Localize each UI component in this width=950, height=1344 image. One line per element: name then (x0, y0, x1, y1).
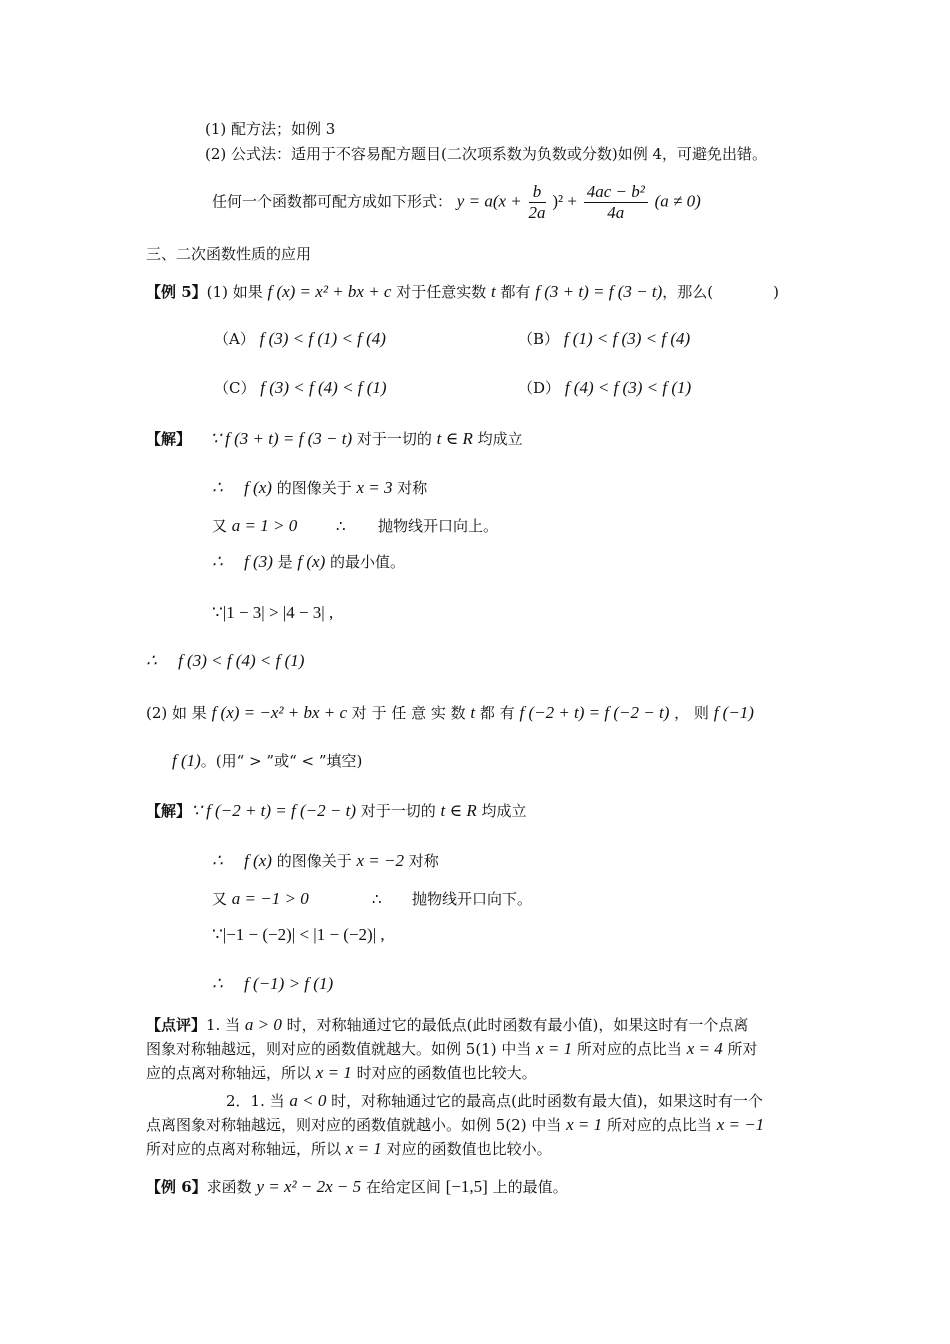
fraction-denominator: 4a (607, 203, 625, 222)
stem-math: t (491, 282, 496, 301)
stem-math: f (−2 + t) = f (−2 − t) (519, 703, 670, 722)
solution-math: ∵ f (3 + t) = f (3 − t) (210, 429, 353, 448)
fraction-denominator: 2a (528, 203, 546, 222)
stem-text: ，那么( ) (662, 283, 779, 301)
stem-text: (1) 如果 (206, 283, 268, 301)
note-text: 点离图象对称轴越远，则对应的函数值就越小。如例 5(2) 中当 (146, 1116, 567, 1134)
option-math: f (3) < f (1) < f (4) (259, 329, 386, 348)
option-b (518, 328, 690, 350)
solution-text: 是 (272, 553, 298, 571)
note-text: 图象对称轴越远，则对应的函数值就越大。如例 5(1) 中当 (146, 1040, 537, 1058)
option-label: （C） (214, 379, 256, 397)
note-text: 时对应的函数值也比较大。 (351, 1064, 537, 1082)
solution-1-line-3 (212, 515, 297, 537)
stem-math: [−1,5] (445, 1177, 488, 1196)
note-text: 1. 当 (206, 1016, 245, 1034)
option-label: （A） (214, 330, 255, 348)
fraction-b-over-2a (529, 182, 546, 223)
note-math: a < 0 (289, 1091, 327, 1110)
note-math: x = 1 (345, 1139, 382, 1158)
note-text: 所对应的点比当 (602, 1116, 717, 1134)
note-math: x = 1 (315, 1063, 352, 1082)
solution-text: 对于一切的 (352, 430, 437, 448)
solution-text: 对称 (403, 852, 439, 870)
example-5-part-2-line-1 (146, 702, 754, 724)
stem-math: f (−1) (713, 703, 754, 722)
solution-math: x = −2 (356, 851, 404, 870)
solution-text: 对称 (392, 479, 428, 497)
stem-math: t (470, 703, 476, 722)
example-tag: 【例 5】 (146, 283, 207, 301)
solution-2-line-3 (212, 888, 309, 910)
option-math: f (3) < f (4) < f (1) (260, 378, 387, 397)
fraction-numerator: b (529, 182, 546, 203)
option-math: f (1) < f (3) < f (4) (563, 329, 691, 348)
solution-math: a = −1 > 0 (231, 889, 309, 908)
stem-text: 求函数 (206, 1178, 257, 1196)
vertex-form-line (212, 182, 701, 223)
note-line-5 (146, 1114, 764, 1136)
note-math: x = −1 (716, 1115, 765, 1134)
solution-2-conclusion: ∴ f (−1) > f (1) (212, 974, 334, 993)
solution-text: 对于一切的 (355, 802, 441, 820)
solution-tag: 【解】 (146, 802, 192, 820)
note-math: x = 4 (686, 1039, 723, 1058)
therefore-symbol: ∴ (336, 517, 346, 535)
note-tag: 【点评】 (146, 1016, 207, 1034)
note-text: 时，对称轴通过它的最高点(此时函数有最大值)，如果这时有一个 (326, 1092, 763, 1110)
stem-text: 对于任意实数 (391, 283, 492, 301)
note-text: 时，对称轴通过它的最低点(此时函数有最小值)，如果这时有一个点离 (281, 1016, 749, 1034)
solution-1-line-2 (212, 477, 427, 499)
stem-math: f (x) = −x² + bx + c (211, 703, 348, 722)
solution-1-line-1 (146, 428, 523, 450)
note-line-3 (146, 1062, 537, 1084)
stem-text: 都 有 (475, 704, 520, 722)
vertex-form-intro: 任何一个函数都可配方成如下形式： (212, 192, 453, 211)
solution-math: x = 3 (356, 478, 393, 497)
section-heading: 三、二次函数性质的应用 (146, 245, 312, 263)
solution-math: ∴ f (x) (212, 478, 272, 497)
solution-1-line-5: ∵|1 − 3| > |4 − 3| , (212, 603, 334, 622)
example-tag: 【例 6】 (146, 1178, 207, 1196)
option-label: （B） (518, 330, 560, 348)
note-text: 2．1. 当 (226, 1092, 290, 1110)
note-line-6 (146, 1138, 552, 1160)
option-d (518, 377, 691, 399)
note-math: x = 1 (566, 1115, 603, 1134)
solution-text: 的最小值。 (325, 553, 406, 571)
vertex-formula-part-b: )² + (552, 191, 577, 211)
stem-math: f (1) (172, 751, 201, 770)
stem-text: 上的最值。 (487, 1178, 568, 1196)
solution-1-conclusion: ∴ f (3) < f (4) < f (1) (146, 651, 305, 670)
option-math: f (4) < f (3) < f (1) (564, 378, 692, 397)
solution-1-line-4 (212, 551, 405, 573)
solution-math: t ∈ R (440, 801, 477, 820)
note-text: 对应的函数值也比较小。 (381, 1140, 552, 1158)
stem-text: (2) 如 果 (146, 704, 212, 722)
solution-math: f (x) (297, 552, 326, 571)
solution-math: ∴ f (3) (212, 552, 273, 571)
example-5-stem (146, 281, 779, 303)
solution-2-line-1 (146, 800, 527, 822)
note-math: x = 1 (536, 1039, 573, 1058)
solution-text: 又 (212, 517, 232, 535)
solution-math: t ∈ R (436, 429, 473, 448)
therefore-symbol: ∴ (372, 890, 382, 908)
note-line-2 (146, 1038, 758, 1060)
solution-text: 均成立 (476, 802, 527, 820)
stem-text: ， 则 (669, 704, 714, 722)
option-c (214, 377, 387, 399)
vertex-formula-part-a: y = a(x + (456, 191, 522, 211)
method-2-line: (2) 公式法：适用于不容易配方题目(二次项系数为负数或分数)如例 4，可避免出错。 (205, 145, 768, 163)
note-line-1 (146, 1014, 748, 1036)
solution-text: 均成立 (472, 430, 523, 448)
solution-math: ∴ f (x) (212, 851, 272, 870)
stem-text: 。(用“ > ”或“ < ”填空) (200, 752, 363, 770)
example-5-part-2-line-2 (172, 750, 362, 772)
solution-text: 的图像关于 (271, 852, 357, 870)
solution-text: 抛物线开口向下。 (412, 890, 533, 908)
solution-math: a = 1 > 0 (231, 516, 298, 535)
solution-tag: 【解】 (146, 430, 192, 448)
stem-math: f (x) = x² + bx + c (267, 282, 392, 301)
note-text: 所对 (722, 1040, 758, 1058)
example-6-stem (146, 1176, 568, 1198)
stem-text: 在给定区间 (361, 1178, 446, 1196)
note-text: 所对应的点离对称轴远，所以 (146, 1140, 346, 1158)
solution-text: 抛物线开口向上。 (378, 517, 499, 535)
note-math: a > 0 (244, 1015, 282, 1034)
stem-math: f (3 + t) = f (3 − t) (535, 282, 663, 301)
solution-2-line-2 (212, 850, 439, 872)
note-line-4 (226, 1090, 763, 1112)
vertex-formula-part-c: (a ≠ 0) (654, 191, 701, 211)
method-1-line: (1) 配方法；如例 3 (205, 120, 336, 138)
option-label: （D） (518, 379, 561, 397)
note-text: 所对应的点比当 (572, 1040, 687, 1058)
solution-2-line-4: ∵|−1 − (−2)| < |1 − (−2)| , (212, 925, 385, 944)
solution-text: 又 (212, 890, 232, 908)
fraction-4ac-b2-over-4a (584, 182, 648, 223)
stem-text: 对 于 任 意 实 数 (347, 704, 471, 722)
option-a (214, 328, 386, 350)
solution-text: 的图像关于 (271, 479, 357, 497)
solution-math: ∵ f (−2 + t) = f (−2 − t) (191, 801, 356, 820)
note-text: 应的点离对称轴远，所以 (146, 1064, 316, 1082)
fraction-numerator: 4ac − b² (584, 182, 648, 203)
stem-text: 都有 (495, 283, 536, 301)
stem-math: y = x² − 2x − 5 (256, 1177, 362, 1196)
